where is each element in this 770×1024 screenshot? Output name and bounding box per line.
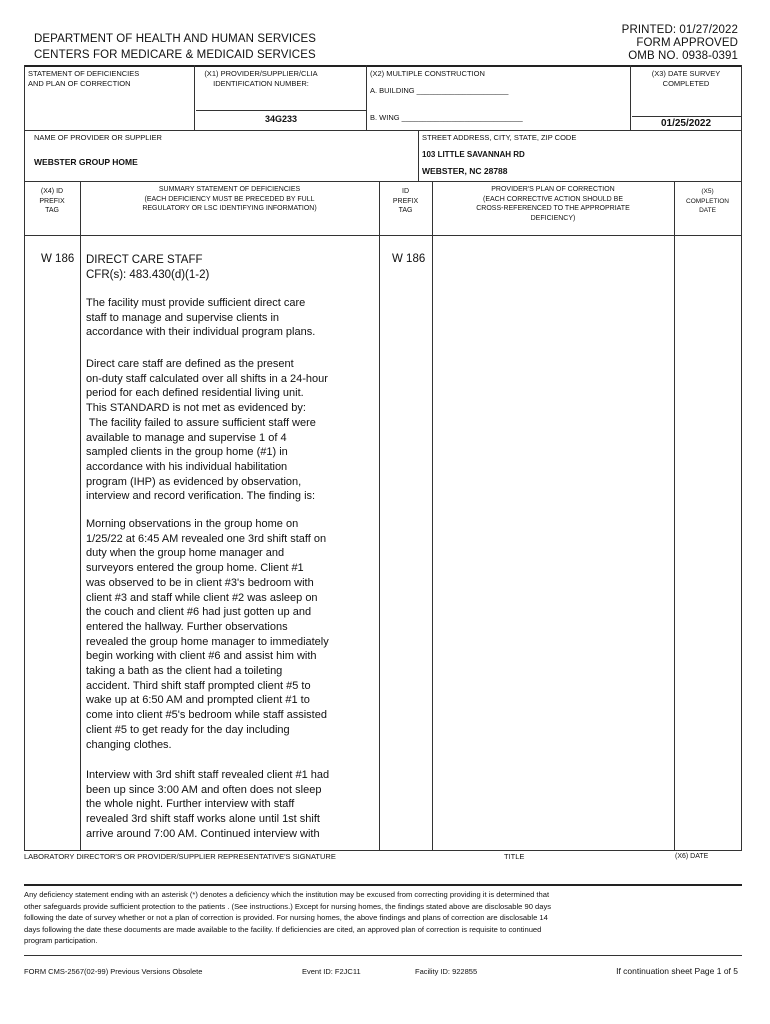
page-indicator: If continuation sheet Page 1 of 5 — [616, 966, 738, 976]
paragraph-line: on-duty staff calculated over all shifts in a 24-hour — [86, 372, 328, 385]
paragraph-line: Direct care staff are defined as the present — [86, 358, 294, 370]
signature-date-label: (X6) DATE — [675, 853, 709, 860]
deficiency-cfr: CFR(s): 483.430(d)(1-2) — [86, 269, 210, 281]
footnote-line: following the date of survey whether or not a plan of correction is provided. For nursing homes, the above findings and plans of correction are disclosable 14 — [24, 913, 548, 923]
wing-field: B. WING _____________________________ — [370, 113, 523, 122]
provider-id-label-line1: (X1) PROVIDER/SUPPLIER/CLIA — [204, 69, 318, 78]
paragraph-line: client #3 and staff while client #2 was asleep on — [86, 591, 318, 604]
facility-id: Facility ID: 922855 — [415, 967, 478, 976]
paragraph-line: program (IHP) as evidenced by observation, — [86, 475, 302, 488]
provider-id-label-line2: IDENTIFICATION NUMBER: — [213, 79, 309, 88]
paragraph-line: duty when the group home manager and — [86, 547, 285, 560]
plan-header-line4: DEFICIENCY) — [530, 214, 576, 222]
summary-header-line3: REGULATORY OR LSC IDENTIFYING INFORMATION) — [142, 205, 317, 212]
deficiency-tag-left: W 186 — [41, 253, 75, 265]
footnote-line: Any deficiency statement ending with an asterisk (*) denotes a deficiency which the institution may be excused from correcting providing it is determined that — [24, 890, 550, 899]
department-title: DEPARTMENT OF HEALTH AND HUMAN SERVICES — [34, 33, 317, 45]
provider-id-label — [196, 69, 326, 89]
date-survey-label-line1: (X3) DATE SURVEY — [651, 69, 721, 78]
completion-date-header — [674, 187, 741, 216]
form-approved: FORM APPROVED — [636, 37, 738, 49]
paragraph-line: accordance with their individual program plans. — [86, 326, 316, 339]
summary-header-line2: (EACH DEFICIENCY MUST BE PRECEDED BY FULL — [144, 195, 315, 203]
plan-header-line3: CROSS-REFERENCED TO THE APPROPRIATE — [476, 205, 630, 212]
paragraph-line: revealed the group home manager to immediately — [86, 635, 329, 648]
deficiency-tag-right: W 186 — [392, 253, 426, 265]
title-label: TITLE — [504, 852, 525, 861]
paragraph-line: accident. Third shift staff prompted client #5 to — [86, 679, 311, 692]
paragraph-line: taking a bath as the client had a toileting — [86, 665, 283, 678]
x5-header-line3: DATE — [699, 207, 716, 214]
summary-statement-header — [80, 185, 379, 214]
deficiency-paragraph-4 — [86, 768, 356, 842]
paragraph-line: come into client #5's bedroom while staff assisted — [86, 709, 327, 722]
x5-header-line2: COMPLETION — [686, 197, 729, 205]
provider-name: WEBSTER GROUP HOME — [34, 157, 138, 167]
form-number: FORM CMS-2567(02-99) Previous Versions Obsolete — [24, 967, 203, 976]
x5-header-line1: (X5) — [701, 188, 714, 195]
paragraph-line: been up since 3:00 AM and often does not sleep — [86, 783, 322, 796]
deficiency-title: DIRECT CARE STAFF — [86, 254, 203, 266]
address-label: STREET ADDRESS, CITY, STATE, ZIP CODE — [422, 133, 577, 142]
paragraph-line: the whole night. Further interview with staff — [86, 798, 295, 811]
id-header-line1: ID — [402, 188, 409, 195]
provider-id-value: 34G233 — [264, 114, 298, 124]
paragraph-line: begin working with client #6 and assist him with — [86, 650, 317, 663]
paragraph-line: This STANDARD is not met as evidenced by: — [86, 402, 306, 415]
signature-label: LABORATORY DIRECTOR'S OR PROVIDER/SUPPLIER REPRESENTATIVE'S SIGNATURE — [24, 852, 336, 861]
x4-prefix-tag-header — [24, 187, 80, 216]
paragraph-line: arrive around 7:00 AM. Continued interview with — [86, 827, 320, 840]
paragraph-line: The facility failed to assure sufficient staff were — [86, 416, 316, 429]
deficiency-paragraph-2 — [86, 357, 356, 504]
id-header-line2: PREFIX — [392, 197, 419, 205]
paragraph-line: was observed to be in client #3's bedroom with — [86, 576, 314, 589]
date-survey-value: 01/25/2022 — [660, 118, 712, 129]
building-field: A. BUILDING ______________________ — [370, 86, 509, 95]
statement-label-line1: STATEMENT OF DEFICIENCIES — [28, 69, 140, 78]
paragraph-line: the couch and client #6 had just gotten up and — [86, 606, 312, 619]
paragraph-line: Morning observations in the group home on — [86, 518, 299, 530]
footnote-line: days following the date these documents are made available to the facility. If deficiencies are cited, an approved plan of correction is requisite to continued — [24, 924, 542, 934]
plan-header-line2: (EACH CORRECTIVE ACTION SHOULD BE — [482, 195, 624, 203]
x4-header-line3: TAG — [45, 207, 59, 214]
paragraph-line: available to manage and supervise 1 of 4 — [86, 431, 287, 444]
footnote-line: other safeguards provide sufficient protection to the patients . (See instructions.) Except for nursing homes, the findings stated above are disclosable 90 days — [24, 901, 552, 911]
disclaimer-footnote — [24, 889, 742, 947]
event-id: Event ID: F2JC11 — [302, 967, 361, 976]
paragraph-line: revealed 3rd shift staff works alone until 1st shift — [86, 813, 320, 826]
deficiency-paragraph-1 — [86, 296, 356, 340]
plan-of-correction-header — [432, 185, 674, 223]
id-prefix-tag-header — [379, 187, 432, 216]
paragraph-line: sampled clients in the group home (#1) in — [86, 446, 288, 459]
paragraph-line: interview and record verification. The finding is: — [86, 490, 316, 503]
plan-header-line1: PROVIDER'S PLAN OF CORRECTION — [491, 186, 615, 193]
provider-name-label: NAME OF PROVIDER OR SUPPLIER — [34, 133, 162, 142]
id-header-line3: TAG — [398, 207, 413, 214]
agency-title: CENTERS FOR MEDICARE & MEDICAID SERVICES — [34, 49, 316, 61]
date-survey-label-line2: COMPLETED — [662, 79, 710, 88]
paragraph-line: Interview with 3rd shift staff revealed client #1 had — [86, 769, 330, 781]
summary-header-line1: SUMMARY STATEMENT OF DEFICIENCIES — [158, 186, 301, 193]
paragraph-line: The facility must provide sufficient direct care — [86, 297, 306, 309]
statement-label-line2: AND PLAN OF CORRECTION — [28, 79, 131, 88]
date-survey-label — [632, 69, 740, 89]
paragraph-line: 1/25/22 at 6:45 AM revealed one 3rd shift staff on — [86, 532, 327, 545]
deficiency-paragraph-3 — [86, 517, 356, 752]
address-line2: WEBSTER, NC 28788 — [422, 166, 508, 176]
x4-header-line1: (X4) ID — [40, 188, 64, 195]
address-line1: 103 LITTLE SAVANNAH RD — [422, 150, 525, 159]
statement-label — [28, 69, 139, 89]
printed-date: PRINTED: 01/27/2022 — [621, 24, 738, 36]
paragraph-line: accordance with his individual habilitation — [86, 460, 288, 473]
paragraph-line: entered the hallway. Further observations — [86, 620, 288, 633]
footnote-line: program participation. — [24, 936, 98, 946]
paragraph-line: changing clothes. — [86, 738, 172, 751]
paragraph-line: period for each defined residential living unit. — [86, 387, 304, 400]
multiple-construction-label: (X2) MULTIPLE CONSTRUCTION — [370, 69, 485, 78]
paragraph-line: client #5 to get ready for the day including — [86, 723, 290, 736]
paragraph-line: surveyors entered the group home. Client #1 — [86, 562, 304, 575]
paragraph-line: staff to manage and supervise clients in — [86, 311, 280, 324]
omb-number: OMB NO. 0938-0391 — [628, 50, 738, 62]
paragraph-line: wake up at 6:50 AM and prompted client #1 to — [86, 694, 310, 707]
x4-header-line2: PREFIX — [39, 197, 65, 205]
